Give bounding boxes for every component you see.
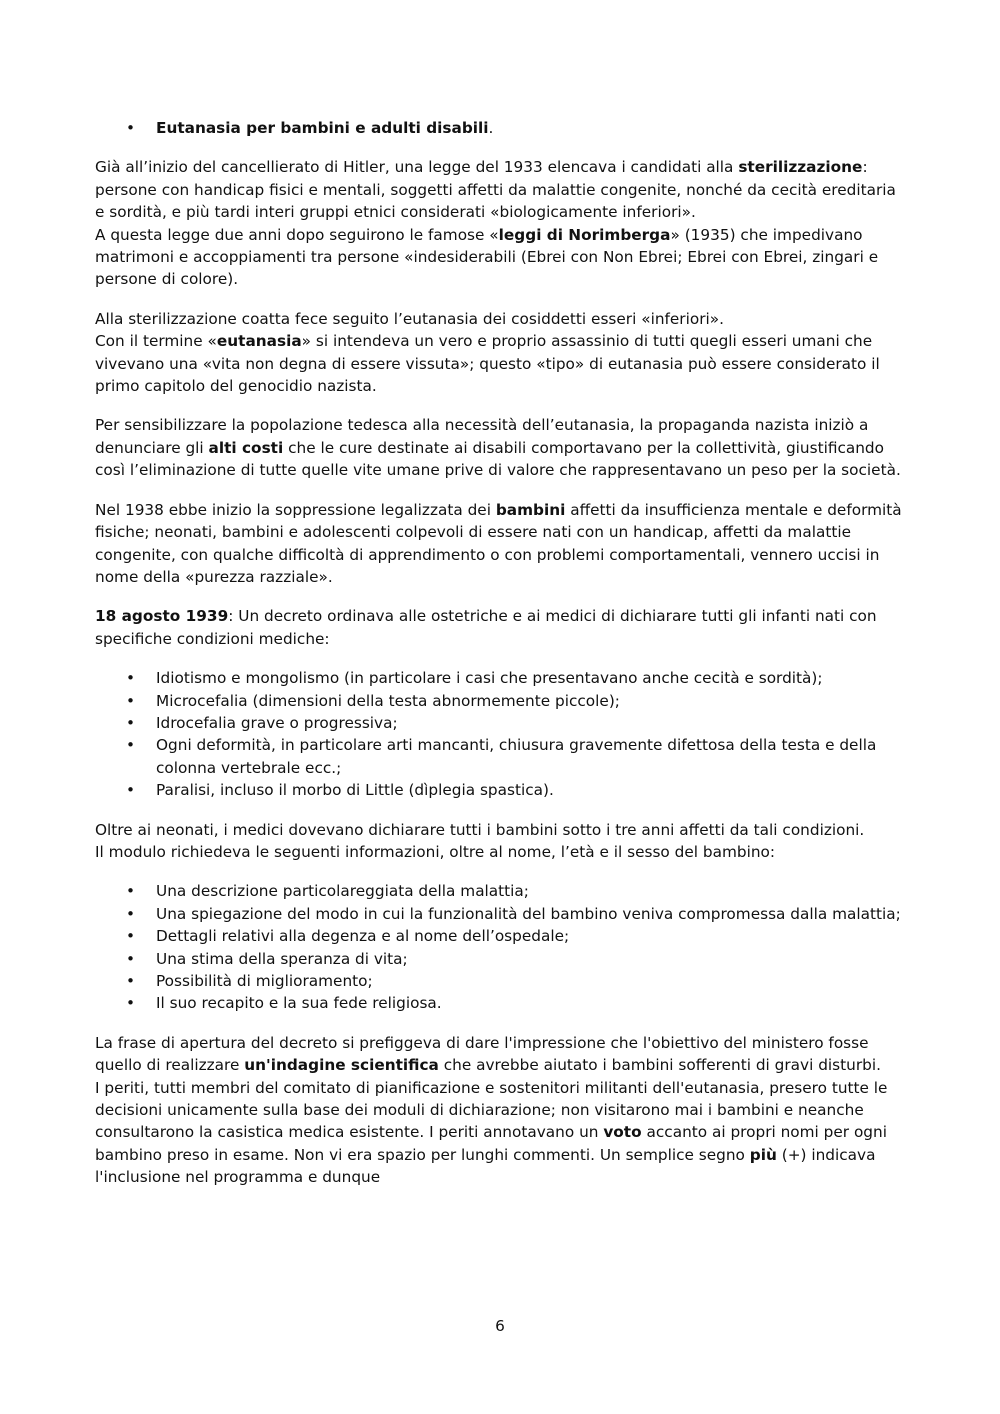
bold-text: più: [749, 1145, 777, 1164]
paragraph-sterilization: [95, 156, 907, 290]
list-item: • Una stima della speranza di vita;: [156, 948, 907, 970]
list-item: • Idrocefalia grave o progressiva;: [156, 712, 907, 734]
text: che avrebbe aiutato i bambini sofferenti di gravi disturbi.: [438, 1056, 881, 1075]
text: Il modulo richiedeva le seguenti informazioni, oltre al nome, l’età e il sesso del bambino:: [95, 842, 776, 861]
bold-text: sterilizzazione: [738, 158, 863, 177]
page-number: 6: [495, 1317, 505, 1335]
text: Nel 1938 ebbe inizio la soppressione legalizzata dei: [95, 500, 496, 519]
bold-text: leggi di Norimberga: [498, 225, 671, 244]
list-item: • Microcefalia (dimensioni della testa abnormemente piccole);: [156, 690, 907, 712]
text: A questa legge due anni dopo seguirono le famose «: [95, 225, 499, 244]
text: » (1935) che impedivano matrimoni e accoppiamenti tra persone «indesiderabili (Ebrei con Non Ebrei; Ebrei con Ebrei, zingari e persone di colore).: [95, 225, 879, 289]
text: : persone con handicap fisici e mentali, soggetti affetti da malattie congenite, nonché da cecità ereditaria e sordità, e più tardi interi gruppi etnici considerati «biologicamente inferiori».: [95, 158, 896, 222]
bold-text: bambini: [495, 500, 566, 519]
bold-date: 18 agosto 1939: [95, 607, 229, 626]
list-item: • Una descrizione particolareggiata della malattia;: [156, 880, 907, 902]
bullet-list-intro: [95, 117, 907, 139]
list-item: • Idiotismo e mongolismo (in particolare i casi che presentavano anche cecità e sordità);: [156, 667, 907, 689]
list-item: • Ogni deformità, in particolare arti mancanti, chiusura gravemente difettosa della testa e della colonna vertebrale ecc.;: [156, 734, 907, 779]
text: .: [488, 119, 494, 137]
bold-text: alti costi: [208, 438, 284, 457]
text: Già all’inizio del cancellierato di Hitler, una legge del 1933 elencava i candidati alla: [95, 158, 739, 177]
text: La frase di apertura del decreto si prefiggeva di dare l'impressione che l'obiettivo del ministero fosse quello di realizzare: [95, 1033, 869, 1075]
list-item: • Una spiegazione del modo in cui la funzionalità del bambino veniva compromessa dalla malattia;: [156, 903, 907, 925]
text: affetti da insufficienza mentale e deformità fisiche; neonati, bambini e adolescenti colpevoli di essere nati con un handicap, affetti da malattie congenite, con qualche difficoltà di apprendimento o con problemi comportamentali, vennero uccisi in nome della «purezza razziale».: [95, 500, 902, 586]
text: : Un decreto ordinava alle ostetriche e ai medici di dichiarare tutti gli infanti nati con specifiche condizioni mediche:: [95, 607, 877, 648]
bold-text: un'indagine scientifica: [244, 1056, 439, 1075]
paragraph-children: [95, 499, 907, 589]
bold-text: eutanasia: [216, 332, 302, 351]
text: Alla sterilizzazione coatta fece seguito l’eutanasia dei cosiddetti esseri «inferiori».: [95, 309, 724, 328]
text: che le cure destinate ai disabili comportavano per la collettività, giustificando così l’eliminazione di tutte quelle vite umane prive di valore che rappresentavano un peso per la società.: [95, 438, 901, 480]
list-item: • Paralisi, incluso il morbo di Little (dìplegia spastica).: [156, 779, 907, 801]
text: Oltre ai neonati, i medici dovevano dichiarare tutti i bambini sotto i tre anni affetti da tali condizioni.: [95, 820, 865, 839]
document-page: [95, 117, 907, 1206]
list-item: • Dettagli relativi alla degenza e al nome dell’ospedale;: [156, 925, 907, 947]
list-item: [156, 117, 907, 139]
text: Con il termine «: [95, 332, 217, 351]
text: » si intendeva un vero e proprio assassinio di tutti quegli esseri umani che vivevano una «vita non degna di essere vissuta»; questo «tipo» di eutanasia può essere considerato il primo capitolo del genocidio nazista.: [95, 332, 880, 396]
paragraph-module: [95, 819, 907, 864]
text: Per sensibilizzare la popolazione tedesca alla necessità dell’eutanasia, la propaganda nazista iniziò a denunciare gli: [95, 416, 869, 457]
bullet-list-information: [95, 880, 907, 1014]
paragraph-decree: [95, 605, 907, 650]
text: accanto ai propri nomi per ogni bambino preso in esame. Non vi era spazio per lunghi commenti. Un semplice segno: [95, 1123, 887, 1164]
paragraph-experts: [95, 1032, 907, 1189]
bold-text: Eutanasia per bambini e adulti disabili: [156, 119, 489, 137]
bold-text: voto: [603, 1123, 642, 1142]
text: I periti, tutti membri del comitato di pianificazione e sostenitori militanti dell'eutanasia, presero tutte le decisioni unicamente sulla base dei moduli di dichiarazione; non visitarono mai i bambini e neanche consultarono la casistica medica esistente. I periti annotavano un: [95, 1078, 888, 1142]
paragraph-euthanasia: [95, 308, 907, 398]
list-item: • Possibilità di miglioramento;: [156, 970, 907, 992]
paragraph-propaganda: [95, 414, 907, 481]
text: (+) indicava l'inclusione nel programma e dunque: [95, 1145, 876, 1187]
list-item: • Il suo recapito e la sua fede religiosa.: [156, 992, 907, 1014]
bullet-list-conditions: [95, 667, 907, 801]
